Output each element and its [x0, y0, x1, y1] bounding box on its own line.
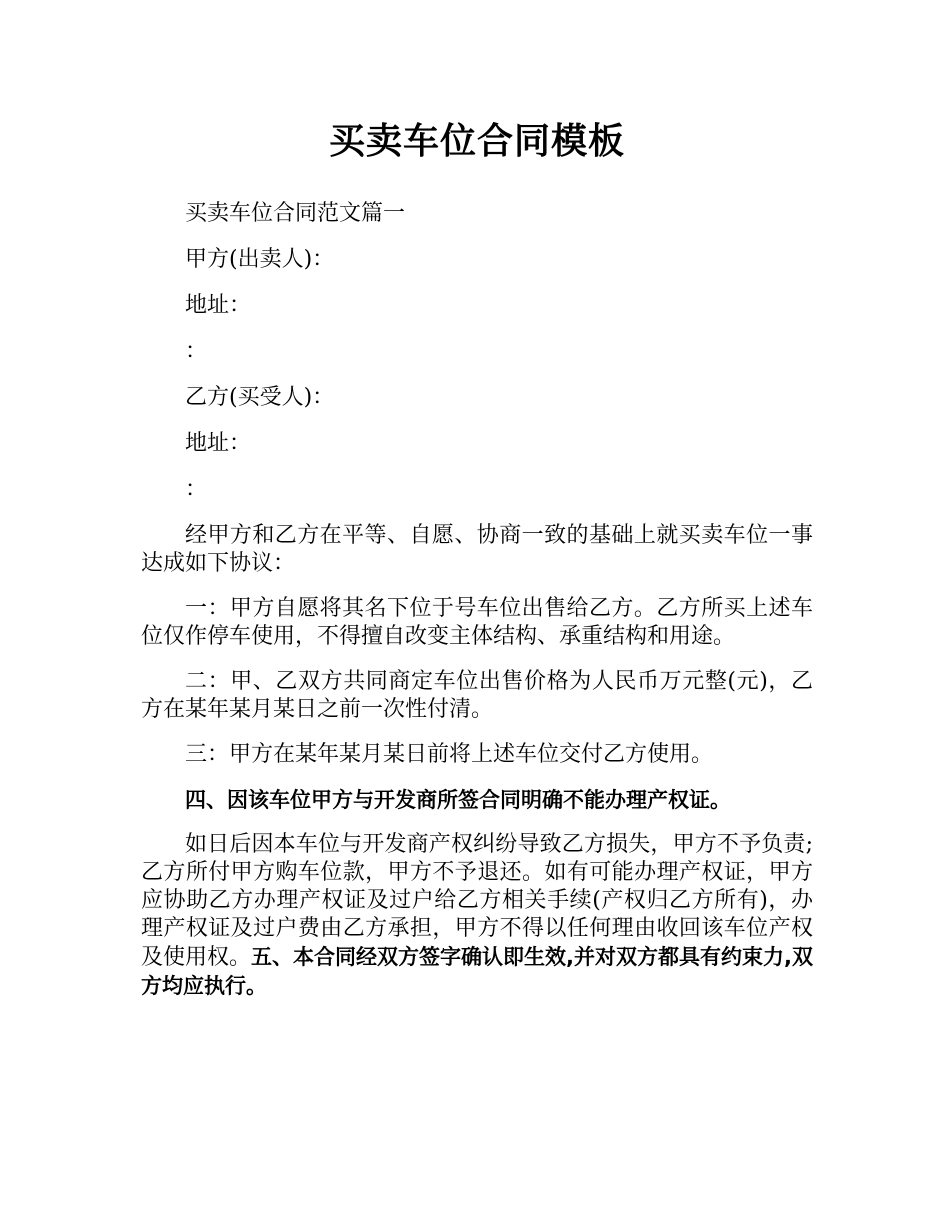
- intro-paragraph: 经甲方和乙方在平等、自愿、协商一致的基础上就买卖车位一事达成如下协议：: [141, 523, 813, 576]
- party-a-label: 甲方(出卖人)：: [185, 247, 335, 272]
- clause-1: 一：甲方自愿将其名下位于号车位出售给乙方。乙方所买上述车位仅作停车使用，不得擅自改变主体结构、承重结构和用途。: [141, 596, 813, 649]
- party-b-address: 地址：: [185, 431, 252, 456]
- document-body: [141, 200, 813, 1018]
- party-a-colon: ：: [185, 339, 208, 364]
- clause-4-heading: 四、因该车位甲方与开发商所签合同明确不能办理产权证。: [185, 788, 731, 812]
- party-b-label: 乙方(买受人)：: [185, 385, 335, 410]
- clause-2: 二：甲、乙双方共同商定车位出售价格为人民币万元整(元)，乙方在某年某月某日之前一次性付清。: [141, 669, 813, 722]
- clause-4-body: [141, 831, 813, 1001]
- clause-3: 三：甲方在某年某月某日前将上述车位交付乙方使用。: [185, 742, 714, 767]
- clause-5: 五、本合同经双方签字确认即生效,并对双方都具有约束力,双方均应执行。: [141, 945, 813, 998]
- party-a-address: 地址：: [185, 293, 252, 318]
- subtitle: 买卖车位合同范文篇一: [185, 201, 406, 226]
- document-title: 买卖车位合同模板: [328, 121, 625, 162]
- clause-4-text: 如日后因本车位与开发商产权纠纷导致乙方损失，甲方不予负责;乙方所付甲方购车位款，甲方不予退还。如有可能办理产权证，甲方应协助乙方办理产权证及过户给乙方相关手续(产权归乙方所有)，办理产权证及过户费由乙方承担，甲方不得以任何理由收回该车位产权及使用权。: [141, 832, 813, 970]
- party-b-colon: ：: [185, 477, 208, 502]
